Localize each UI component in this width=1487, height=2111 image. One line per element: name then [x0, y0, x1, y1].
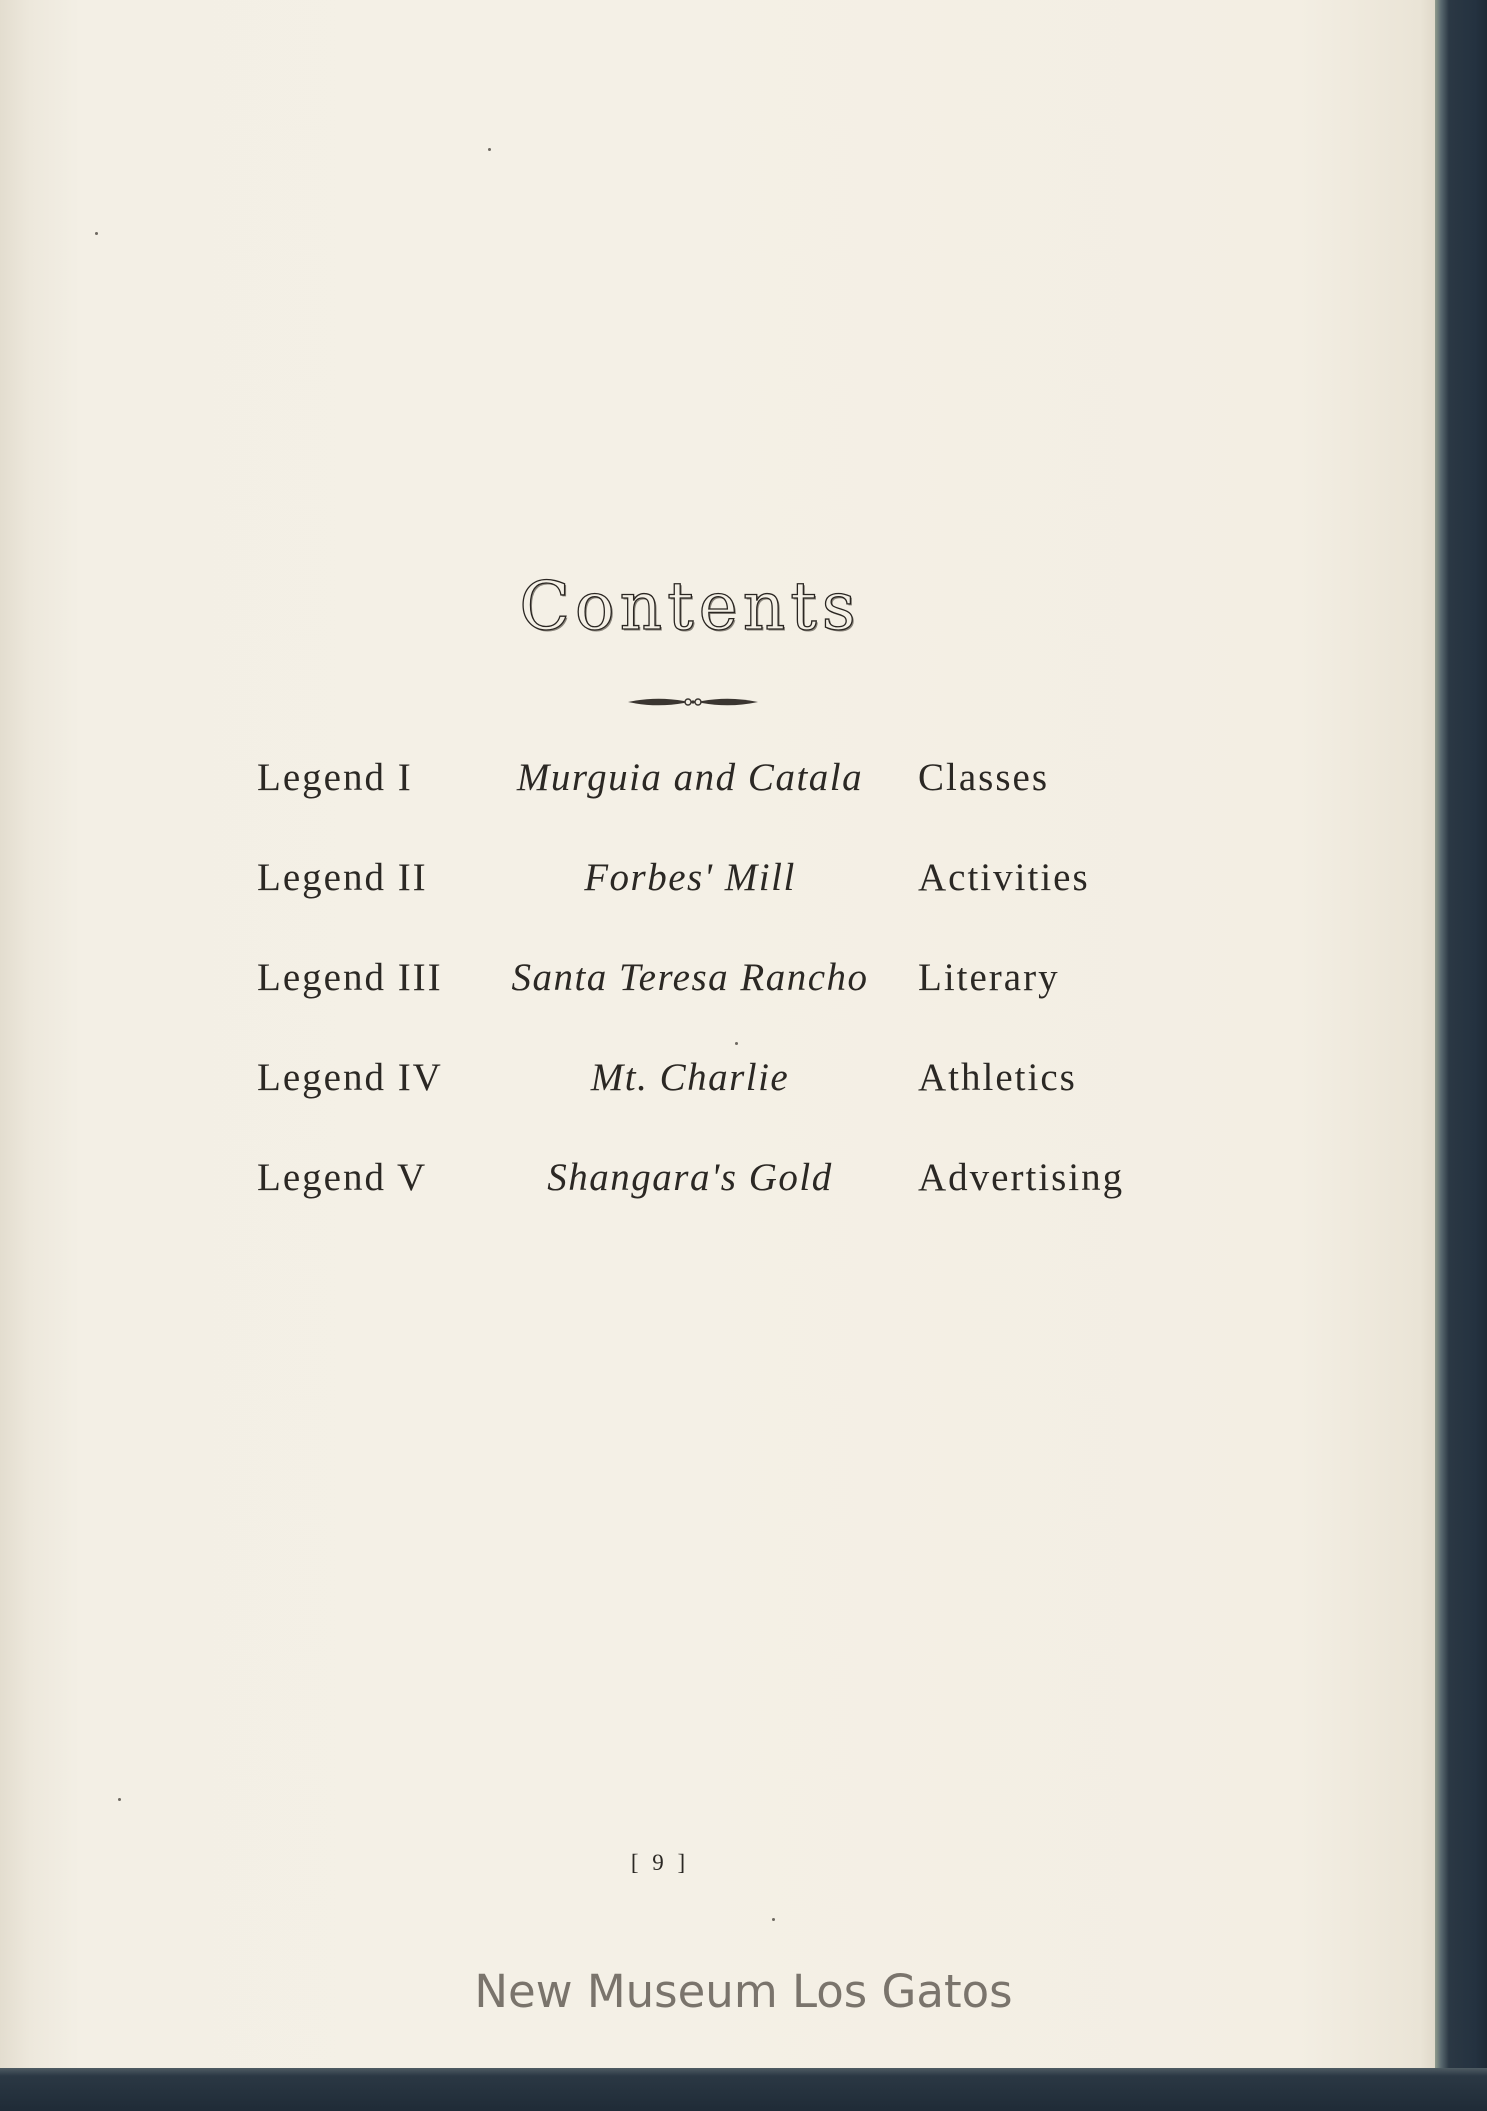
page-title: Contents	[519, 568, 861, 645]
book-cover-bottom-edge	[0, 2068, 1487, 2111]
toc-place: Mt. Charlie	[590, 1056, 790, 1099]
toc-row	[0, 755, 1435, 855]
toc-section: Activities	[918, 856, 1090, 899]
toc-section: Classes	[918, 756, 1049, 799]
toc-place: Shangara's Gold	[547, 1156, 833, 1199]
page-number: [ 9 ]	[630, 1850, 690, 1875]
toc-section: Athletics	[918, 1056, 1077, 1099]
flourish-ornament	[626, 690, 760, 714]
toc-legend: Legend III	[257, 956, 443, 999]
paper-speck	[488, 148, 491, 151]
toc-row	[0, 1055, 1435, 1155]
toc-legend: Legend I	[257, 756, 413, 799]
toc-row	[0, 955, 1435, 1055]
toc-legend: Legend V	[257, 1156, 428, 1199]
paper-speck	[735, 1042, 738, 1045]
paper-speck	[95, 232, 98, 235]
toc-place: Forbes' Mill	[584, 856, 796, 899]
toc-section: Literary	[918, 956, 1060, 999]
toc-row	[0, 855, 1435, 955]
watermark-text: New Museum Los Gatos	[474, 1965, 1013, 2018]
book-cover-edge	[1435, 0, 1487, 2111]
toc-legend: Legend II	[257, 856, 428, 899]
contents-table	[0, 755, 1435, 1255]
toc-legend: Legend IV	[257, 1056, 443, 1099]
toc-place: Santa Teresa Rancho	[511, 956, 869, 999]
paper-speck	[118, 1798, 121, 1801]
paper-speck	[772, 1918, 775, 1921]
toc-row	[0, 1155, 1435, 1255]
toc-section: Advertising	[918, 1156, 1125, 1199]
toc-place: Murguia and Catala	[516, 756, 864, 799]
